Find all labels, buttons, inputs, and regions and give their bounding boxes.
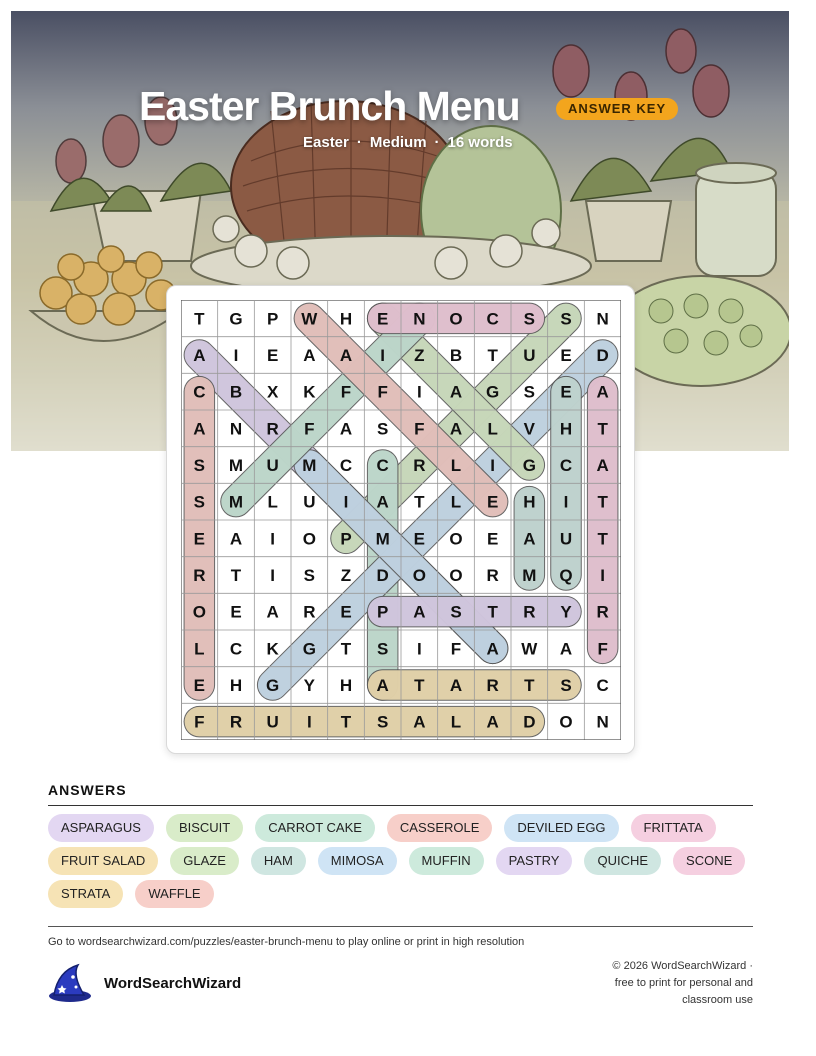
grid-letter: L: [450, 456, 462, 475]
grid-letter: E: [230, 602, 242, 622]
copyright-line: classroom use: [682, 994, 753, 1006]
grid-letter: I: [416, 639, 422, 659]
grid-letter: C: [339, 456, 353, 475]
grid-letter: R: [266, 419, 279, 439]
wizard-hat-icon: [48, 963, 92, 1003]
grid-letter: T: [230, 566, 242, 585]
grid-letter: D: [596, 346, 609, 365]
grid-letter: S: [376, 419, 389, 439]
difficulty-label: Medium: [369, 134, 427, 151]
grid-letter: L: [450, 712, 462, 732]
grid-letter: A: [523, 529, 536, 549]
grid-letter: A: [303, 346, 316, 365]
play-online-link[interactable]: Go to wordsearchwizard.com/puzzles/easter-brunch-menu to play online or print in high resolution: [48, 936, 525, 948]
grid-letter: V: [523, 419, 536, 439]
meta-separator: ·: [356, 134, 362, 151]
footer-divider: [48, 926, 753, 927]
grid-letter: C: [486, 309, 499, 329]
grid-letter: K: [303, 382, 316, 402]
grid-letter: R: [303, 602, 316, 622]
grid-letter: O: [412, 566, 426, 585]
grid-letter: S: [376, 639, 389, 659]
answer-list: [48, 814, 758, 913]
brand-name: WordSearchWizard: [104, 974, 242, 992]
brand-logo[interactable]: [48, 963, 241, 1003]
grid-letter: F: [377, 382, 388, 402]
grid-letter: D: [376, 566, 389, 585]
grid-letter: C: [193, 382, 206, 402]
grid-letter: A: [449, 676, 463, 695]
grid-letter: A: [193, 419, 206, 439]
grid-letter: Y: [560, 602, 572, 622]
answer-row: [48, 880, 758, 908]
grid-letter: H: [559, 419, 573, 439]
grid-letter: F: [597, 639, 608, 659]
answer-chip-waffle: WAFFLE: [135, 880, 213, 908]
grid-letter: C: [229, 639, 243, 659]
grid-letter: X: [266, 382, 279, 402]
grid-letter: S: [560, 676, 572, 695]
grid-letter: R: [486, 566, 499, 585]
grid-letter: S: [560, 309, 572, 329]
answer-chip-asparagus: ASPARAGUS: [48, 814, 154, 842]
grid-letter: L: [194, 639, 205, 659]
answer-chip-fruit-salad: FRUIT SALAD: [48, 847, 158, 875]
grid-letter: H: [339, 309, 353, 329]
grid-letter: U: [523, 346, 536, 365]
grid-letter: G: [486, 382, 500, 402]
grid-letter: A: [596, 456, 609, 475]
grid-letter: A: [596, 382, 609, 402]
grid-letter: A: [376, 492, 389, 512]
grid-letter: T: [340, 639, 352, 659]
grid-letter: N: [596, 712, 609, 732]
grid-letter: N: [229, 419, 243, 439]
grid-letter: E: [560, 346, 572, 365]
grid-letter: F: [194, 712, 205, 732]
grid-letter: S: [450, 602, 462, 622]
grid-letter: E: [376, 309, 389, 329]
grid-letter: A: [339, 346, 353, 365]
grid-letter: L: [487, 419, 498, 439]
grid-letter: T: [597, 492, 608, 512]
grid-letter: T: [414, 676, 425, 695]
grid-letter: E: [413, 529, 426, 549]
grid-letter: E: [193, 676, 206, 695]
answers-divider: [48, 805, 753, 806]
copyright-line: © 2026 WordSearchWizard ·: [612, 960, 753, 972]
answer-chip-carrot-cake: CARROT CAKE: [255, 814, 375, 842]
grid-letter: T: [597, 529, 608, 549]
grid-letter: O: [192, 602, 206, 622]
meta-separator: ·: [434, 134, 440, 151]
grid-letter: U: [266, 456, 279, 475]
grid-letter: I: [416, 382, 422, 402]
grid-letter: R: [486, 676, 499, 695]
grid-letter: E: [486, 492, 499, 512]
grid-letter: M: [228, 492, 244, 512]
grid-letter: Q: [559, 566, 573, 585]
answer-key-badge: ANSWER KEY: [556, 98, 678, 120]
answer-chip-muffin: MUFFIN: [409, 847, 484, 875]
grid-letter: P: [266, 309, 279, 329]
grid-letter: I: [270, 566, 276, 585]
grid-letter: W: [301, 309, 318, 329]
answer-chip-frittata: FRITTATA: [631, 814, 716, 842]
grid-letter: K: [266, 639, 279, 659]
grid-letter: E: [193, 529, 206, 549]
grid-letter: E: [340, 602, 352, 622]
grid-letter: F: [414, 419, 425, 439]
grid-letter: A: [486, 712, 499, 732]
grid-letter: G: [229, 309, 243, 329]
grid-letter: C: [596, 676, 609, 695]
grid-letter: P: [340, 529, 352, 549]
answer-chip-ham: HAM: [251, 847, 306, 875]
grid-letter: R: [193, 566, 206, 585]
grid-letter: B: [449, 346, 463, 365]
answer-chip-quiche: QUICHE: [584, 847, 661, 875]
grid-letter: P: [376, 602, 389, 622]
grid-letter: S: [523, 382, 536, 402]
answer-chip-biscuit: BISCUIT: [166, 814, 243, 842]
grid-letter: T: [414, 492, 425, 512]
grid-letter: O: [449, 566, 463, 585]
grid-letter: I: [563, 492, 569, 512]
grid-letter: C: [376, 456, 389, 475]
grid-letter: A: [559, 639, 573, 659]
grid-letter: T: [340, 712, 352, 732]
copyright-line: free to print for personal and: [614, 977, 753, 989]
grid-letter: N: [413, 309, 426, 329]
grid-letter: E: [266, 346, 279, 365]
grid-letter: O: [449, 529, 463, 549]
grid-letter: A: [413, 712, 426, 732]
page-title: Easter Brunch Menu: [139, 83, 520, 129]
grid-letter: S: [523, 309, 536, 329]
answer-chip-deviled-egg: DEVILED EGG: [504, 814, 618, 842]
grid-letter: M: [228, 456, 244, 475]
grid-letter: T: [524, 676, 535, 695]
answer-chip-scone: SCONE: [673, 847, 745, 875]
grid-letter: I: [600, 566, 606, 585]
grid-letter: H: [229, 676, 243, 695]
grid-letter: I: [233, 346, 239, 365]
grid-letter: E: [486, 529, 499, 549]
answer-chip-strata: STRATA: [48, 880, 123, 908]
grid-letter: S: [193, 456, 206, 475]
answer-row: [48, 814, 758, 842]
grid-letter: T: [194, 309, 205, 329]
answer-chip-pastry: PASTRY: [496, 847, 573, 875]
grid-letter: R: [413, 456, 426, 475]
grid-letter: Y: [303, 676, 316, 695]
answer-chip-casserole: CASSEROLE: [387, 814, 492, 842]
grid-letter: M: [302, 456, 317, 475]
grid-letter: O: [449, 309, 463, 329]
grid-letter: L: [450, 492, 462, 512]
answer-row: [48, 847, 758, 875]
grid-letter: F: [304, 419, 315, 439]
grid-letter: I: [490, 456, 496, 475]
grid-letter: S: [303, 566, 316, 585]
grid-letter: A: [376, 676, 389, 695]
grid-letter: M: [375, 529, 390, 549]
grid-letter: C: [559, 456, 573, 475]
grid-letter: D: [523, 712, 536, 732]
grid-letter: B: [229, 382, 243, 402]
grid-letter: I: [270, 529, 276, 549]
grid-letter: A: [449, 419, 463, 439]
answers-heading: ANSWERS: [48, 782, 127, 798]
grid-letter: G: [522, 456, 536, 475]
grid-letter: A: [413, 602, 426, 622]
grid-letter: I: [380, 346, 386, 365]
grid-letter: T: [487, 602, 498, 622]
grid-letter: M: [522, 566, 537, 585]
grid-letter: O: [302, 529, 316, 549]
grid-letter: T: [597, 419, 608, 439]
answer-chip-mimosa: MIMOSA: [318, 847, 397, 875]
grid-letter: R: [523, 602, 536, 622]
grid-letter: Z: [340, 566, 352, 585]
grid-letter: H: [339, 676, 353, 695]
grid-letter: A: [339, 419, 353, 439]
grid-letter: R: [596, 602, 609, 622]
word-count-label: 16 words: [447, 134, 513, 151]
copyright-notice: [553, 958, 753, 1009]
grid-letter: U: [266, 712, 279, 732]
grid-letter: S: [376, 712, 389, 732]
answer-chip-glaze: GLAZE: [170, 847, 239, 875]
grid-letter: S: [193, 492, 206, 512]
grid-letter: G: [266, 676, 280, 695]
grid-letter: F: [340, 382, 352, 402]
grid-letter: F: [450, 639, 462, 659]
grid-letter: N: [596, 309, 609, 329]
grid-letter: A: [486, 639, 499, 659]
grid-letter: Z: [414, 346, 425, 365]
grid-letter: A: [193, 346, 206, 365]
grid-letter: H: [523, 492, 536, 512]
grid-letter: U: [303, 492, 316, 512]
grid-letter: T: [487, 346, 498, 365]
grid-letter: A: [266, 602, 279, 622]
word-search-grid: [181, 300, 621, 740]
grid-letter: G: [302, 639, 316, 659]
grid-letter: A: [449, 382, 463, 402]
grid-letter: R: [229, 712, 243, 732]
grid-letter: A: [229, 529, 243, 549]
theme-label: Easter: [303, 134, 349, 151]
grid-letter: L: [267, 492, 278, 512]
grid-letter: O: [559, 712, 573, 732]
grid-letter: W: [521, 639, 538, 659]
grid-letter: E: [560, 382, 572, 402]
grid-letter: I: [306, 712, 312, 732]
grid-letter: I: [343, 492, 349, 512]
grid-letter: U: [559, 529, 573, 549]
puzzle-meta: [303, 134, 513, 151]
